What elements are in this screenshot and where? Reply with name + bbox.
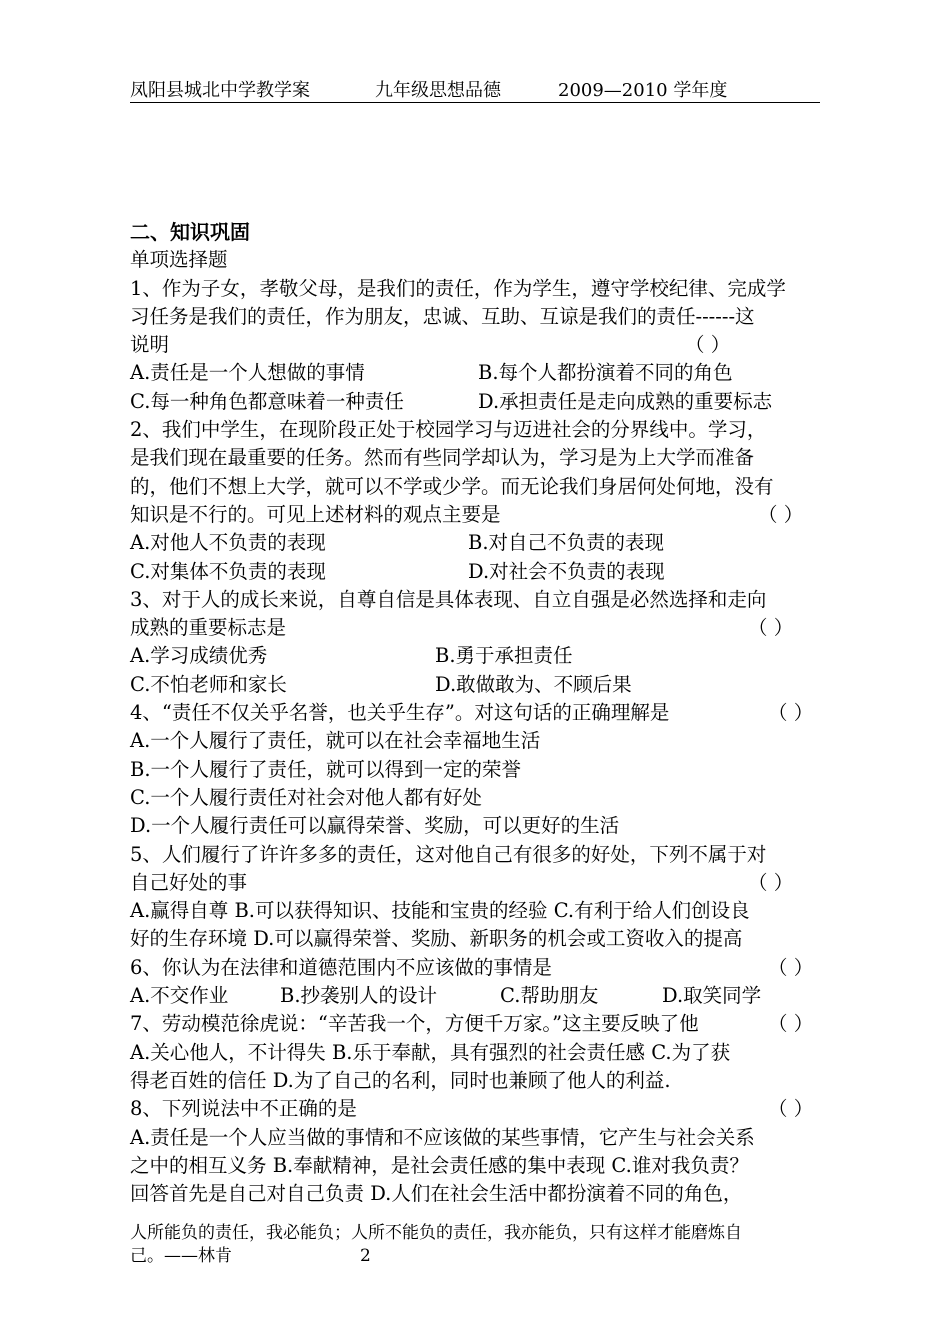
answer-blank: （ ） <box>768 1012 814 1036</box>
option-line: A.一个人履行了责任，就可以在社会幸福地生活 <box>130 729 541 753</box>
question-text-tail: 知识是不行的。可见上述材料的观点主要是 <box>130 502 501 526</box>
option-c: C.对集体不负责的表现 <box>130 559 326 583</box>
option-row <box>130 529 822 557</box>
option-d: D.敢做敢为、不顾后果 <box>435 672 632 696</box>
option-row <box>130 642 822 670</box>
section-title: 二、知识巩固 <box>130 220 250 244</box>
question-5 <box>130 841 822 954</box>
option-c: C.帮助朋友 <box>500 984 599 1008</box>
option-b: B.勇于承担责任 <box>435 644 573 668</box>
option-line: B.一个人履行了责任，就可以得到一定的荣誉 <box>130 757 522 781</box>
question-text-line: 5、人们履行了许许多多的责任，这对他自己有很多的好处，下列不属于对 <box>130 842 767 866</box>
answer-blank: （ ） <box>685 333 731 357</box>
question-text-line <box>130 1095 822 1123</box>
question-text-tail: 7、劳动模范徐虎说：“辛苦我一个，方便千万家。”这主要反映了他 <box>130 1012 699 1036</box>
option-line: 好的生存环境 D.可以赢得荣誉、奖励、新职务的机会或工资收入的提高 <box>130 927 743 951</box>
option-d: D.承担责任是走向成熟的重要标志 <box>478 389 773 413</box>
option-row <box>130 558 822 586</box>
question-2 <box>130 416 822 586</box>
option-c: C.每一种角色都意味着一种责任 <box>130 389 404 413</box>
question-1 <box>130 275 822 416</box>
option-row <box>130 388 822 416</box>
footer-quote-line: 己。——林肯 <box>130 1246 232 1266</box>
school-year: 2009—2010 学年度 <box>558 80 728 101</box>
option-line: 得老百姓的信任 D.为了自己的名利，同时也兼顾了他人的利益. <box>130 1068 671 1092</box>
question-text-line <box>130 1010 822 1038</box>
question-3 <box>130 586 822 699</box>
question-text-tail: 8、下列说法中不正确的是 <box>130 1097 357 1121</box>
answer-blank: （ ） <box>768 1097 814 1121</box>
page-number: 2 <box>360 1246 371 1266</box>
question-type-label: 单项选择题 <box>130 248 228 272</box>
question-text-tail: 自己好处的事 <box>130 870 248 894</box>
question-7 <box>130 1010 822 1095</box>
question-text-line: 是我们现在最重要的任务。然而有些同学却认为，学习是为上大学而准备 <box>130 446 755 470</box>
option-d: D.对社会不负责的表现 <box>468 559 665 583</box>
school-name: 凤阳县城北中学教学案 <box>130 80 310 101</box>
option-b: B.每个人都扮演着不同的角色 <box>478 361 733 385</box>
question-text-line: 的，他们不想上大学，就可以不学或少学。而无论我们身居何处何地，没有 <box>130 474 774 498</box>
option-b: B.对自己不负责的表现 <box>468 531 665 555</box>
answer-blank: （ ） <box>758 502 804 526</box>
question-text-line <box>130 699 822 727</box>
option-line: D.一个人履行责任可以赢得荣誉、奖励，可以更好的生活 <box>130 814 620 838</box>
grade-subject: 九年级思想品德 <box>375 80 501 101</box>
option-a: A.对他人不负责的表现 <box>130 531 326 555</box>
option-line: 回答首先是自己对自己负责 D.人们在社会生活中都扮演着不同的角色， <box>130 1182 743 1206</box>
option-row <box>130 982 822 1010</box>
option-d: D.取笑同学 <box>662 984 762 1008</box>
question-text-tail: 6、你认为在法律和道德范围内不应该做的事情是 <box>130 955 552 979</box>
option-line: C.一个人履行责任对社会对他人都有好处 <box>130 785 482 809</box>
page-header <box>130 76 820 103</box>
option-a: A.责任是一个人想做的事情 <box>130 361 365 385</box>
page-footer <box>130 1222 820 1268</box>
option-c: C.不怕老师和家长 <box>130 672 287 696</box>
question-text-line: 3、对于人的成长来说，自尊自信是具体表现、自立自强是必然选择和走向 <box>130 587 767 611</box>
option-line: A.关心他人，不计得失 B.乐于奉献，具有强烈的社会责任感 C.为了获 <box>130 1040 731 1064</box>
answer-blank: （ ） <box>748 870 794 894</box>
question-text-line <box>130 869 822 897</box>
question-text-tail: 4、“责任不仅关乎名誉，也关乎生存”。对这句话的正确理解是 <box>130 701 670 725</box>
question-text-line <box>130 954 822 982</box>
question-text-line <box>130 331 822 359</box>
question-4 <box>130 699 822 840</box>
footer-quote-line: 人所能负的责任，我必能负；人所不能负的责任，我亦能负，只有这样才能磨炼自 <box>130 1223 742 1243</box>
question-text-line <box>130 501 822 529</box>
option-a: A.不交作业 <box>130 984 229 1008</box>
question-text-line: 1、作为子女，孝敬父母，是我们的责任，作为学生，遵守学校纪律、完成学 <box>130 276 786 300</box>
answer-blank: （ ） <box>768 955 814 979</box>
answer-blank: （ ） <box>748 616 794 640</box>
question-text-line: 2、我们中学生，在现阶段正处于校园学习与迈进社会的分界线中。学习， <box>130 418 767 442</box>
question-text-tail: 成熟的重要标志是 <box>130 616 287 640</box>
option-row <box>130 671 822 699</box>
question-6 <box>130 954 822 1011</box>
question-text-tail: 说明 <box>130 333 170 357</box>
option-line: A.赢得自尊 B.可以获得知识、技能和宝贵的经验 C.有利于给人们创设良 <box>130 899 750 923</box>
document-body <box>130 218 822 1208</box>
option-row <box>130 359 822 387</box>
question-8 <box>130 1095 822 1208</box>
option-line: 之中的相互义务 B.奉献精神，是社会责任感的集中表现 C.谁对我负责？ <box>130 1153 749 1177</box>
option-b: B.抄袭别人的设计 <box>280 984 438 1008</box>
answer-blank: （ ） <box>768 701 814 725</box>
question-text-line: 习任务是我们的责任，作为朋友，忠诚、互助、互谅是我们的责任------这 <box>130 304 755 328</box>
question-text-line <box>130 614 822 642</box>
option-a: A.学习成绩优秀 <box>130 644 268 668</box>
option-line: A.责任是一个人应当做的事情和不应该做的某些事情，它产生与社会关系 <box>130 1125 755 1149</box>
